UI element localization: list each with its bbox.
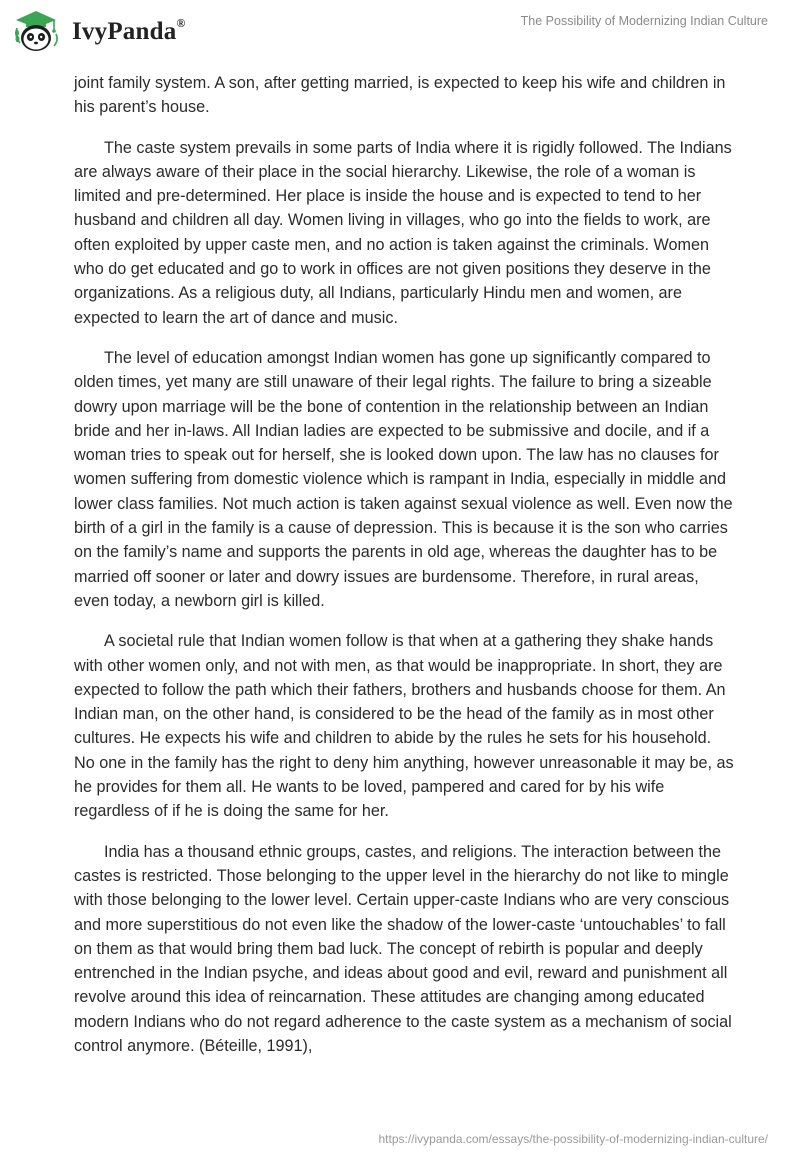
paragraph-3: The level of education amongst Indian women has gone up significantly compared to olden times, yet many are still unaware of their legal rights. The failure to bring a sizeable dowry upon marriage will be the bone of contention in the relationship between an Indian bride and her in-laws. All Indian ladies are expected to be submissive and docile, and if a woman tries to speak out for herself, she is looked down upon. The law has no clauses for women suffering from domestic violence which is rampant in India, especially in middle and lower class families. Not much action is taken against sexual violence as well. Even now the birth of a girl in the family is a cause of depression. This is because it is the son who carries on the family’s name and supports the parents in old age, whereas the daughter has to be married off sooner or later and dowry issues are burdensome. Therefore, in rural areas, even today, a newborn girl is killed.	[74, 348, 733, 610]
paragraph-4: A societal rule that Indian women follow is that when at a gathering they shake hands with other women only, and not with men, as that would be inappropriate. In short, they are expected to follow the path which their fathers, brothers and husbands choose for them. An Indian man, on the other hand, is considered to be the head of the family as in most other cultures. He expects his wife and children to abide by the rules he sets for his household. No one in the family has the right to deny him anything, however unreasonable it may be, as he provides for them all. He wants to be loved, pampered and cared for by his wife regardless of if he is doing the same for her.	[74, 632, 734, 821]
paragraph-2: The caste system prevails in some parts of India where it is rigidly followed. The Indians are always aware of their place in the social hierarchy. Likewise, the role of a woman is limited and pre-determined. Her place is inside the house and is expected to tend to her husband and children all day. Women living in villages, who go into the fields to work, are often exploited by upper caste men, and no action is taken against the criminals. Women who do get educated and go to work in offices are not given positions they deserve in the organizations. As a religious duty, all Indians, particularly Hindu men and women, are expected to learn the art of dance and music.	[74, 138, 732, 327]
paragraph-1: joint family system. A son, after getting married, is expected to keep his wife and children in his parent’s house.	[74, 74, 726, 117]
brand-logo[interactable]	[14, 8, 186, 54]
brand-name-text: IvyPanda	[72, 18, 177, 45]
panda-graduation-cap-icon	[14, 8, 66, 54]
document-title: The Possibility of Modernizing Indian Culture	[520, 14, 768, 28]
source-url-link[interactable]: https://ivypanda.com/essays/the-possibility-of-modernizing-indian-culture/	[378, 1132, 768, 1146]
page-header	[0, 0, 800, 60]
registered-mark: ®	[176, 16, 186, 30]
essay-body	[74, 71, 734, 1074]
brand-name	[72, 18, 186, 46]
paragraph-5: India has a thousand ethnic groups, castes, and religions. The interaction between the castes is restricted. Those belonging to the upper level in the hierarchy do not like to mingle with those belonging to the lower level. Certain upper-caste Indians who are very conscious and more superstitious do not even like the shadow of the lower-caste ‘untouchables’ to fall on them as that would bring them bad luck. The concept of rebirth is popular and deeply entrenched in the Indian psyche, and ideas about good and evil, reward and punishment all revolve around this idea of reincarnation. These attitudes are changing among educated modern Indians who do not regard adherence to the caste system as a mechanism of social control anymore. (Béteille, 1991),	[74, 842, 732, 1055]
